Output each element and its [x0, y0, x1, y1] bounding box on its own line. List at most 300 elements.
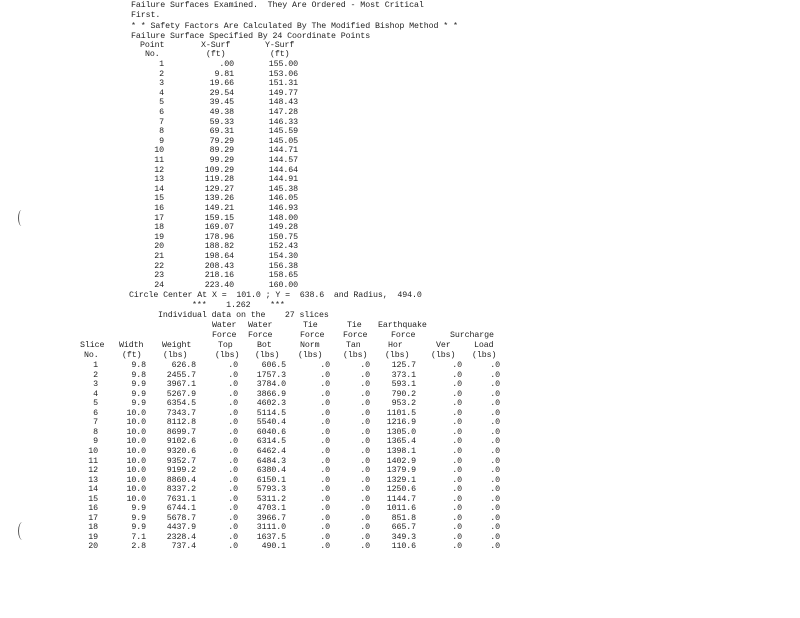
slice-no: 4	[93, 389, 98, 399]
scan-mark-bottom	[18, 522, 27, 540]
coord-point-no: 15	[154, 194, 164, 204]
top-unit: (lbs)	[215, 351, 240, 360]
slice-water-top: .0	[228, 523, 238, 533]
slice-water-bot: 3111.0	[256, 523, 286, 533]
coord-x-value: 99.29	[209, 156, 234, 165]
slice-eq-ver: .0	[452, 532, 462, 542]
slice-load: .0	[490, 427, 500, 437]
coord-x-value: 149.21	[204, 204, 234, 213]
coord-y-value: 160.00	[268, 280, 298, 290]
slice-tie-tan: .0	[360, 389, 370, 399]
tie-norm-force: Force	[300, 331, 325, 340]
bot-label: Bot	[257, 341, 272, 350]
coord-y-value: 150.75	[268, 232, 298, 242]
slice-weight: 8699.7	[166, 427, 196, 437]
slice-eq-hor: 1402.9	[386, 456, 416, 466]
coord-y-value: 148.00	[268, 213, 298, 223]
coord-y-value: 148.43	[268, 98, 298, 108]
slice-weight: 737.4	[171, 542, 196, 552]
coord-point-no: 5	[159, 98, 164, 108]
slice-tie-norm: .0	[320, 361, 330, 370]
slice-tie-tan: .0	[360, 523, 370, 533]
slice-weight: 4437.9	[166, 523, 196, 533]
load-unit: (lbs)	[472, 351, 497, 360]
slice-load: .0	[490, 418, 500, 428]
tan-unit: (lbs)	[343, 351, 368, 360]
coord-y-value: 149.77	[268, 88, 298, 98]
slice-load: .0	[490, 532, 500, 542]
slice-weight: 5267.9	[166, 389, 196, 399]
slice-eq-ver: .0	[452, 466, 462, 476]
ver-unit: (lbs)	[431, 351, 456, 360]
coord-y-value: 144.91	[268, 175, 298, 185]
slice-eq-hor: 851.8	[391, 513, 416, 523]
coord-x-value: 198.64	[204, 252, 234, 261]
coord-y-value: 153.06	[268, 69, 298, 79]
slice-water-top: .0	[228, 475, 238, 485]
coord-y-value: 151.31	[268, 79, 298, 89]
slice-eq-hor: 373.1	[391, 370, 416, 380]
slice-load: .0	[490, 466, 500, 476]
slice-water-top: .0	[228, 370, 238, 380]
slice-eq-ver: .0	[452, 542, 462, 552]
slice-tie-tan: .0	[360, 361, 370, 370]
slice-tie-tan: .0	[360, 446, 370, 456]
slice-tie-norm: .0	[320, 427, 330, 437]
weight-unit: (lbs)	[163, 351, 188, 360]
slice-eq-hor: 125.7	[391, 361, 416, 370]
slice-water-top: .0	[228, 504, 238, 514]
header-line-4: Failure Surface Specified By 24 Coordinate Points	[131, 32, 371, 41]
slice-tie-tan: .0	[360, 408, 370, 418]
slice-eq-ver: .0	[452, 418, 462, 428]
slice-water-bot: 5311.2	[256, 494, 286, 504]
slice-tie-norm: .0	[320, 380, 330, 390]
slice-water-bot: 3866.9	[256, 389, 286, 399]
header-line-1: Failure Surfaces Examined. They Are Ordered - Most Critical	[131, 1, 424, 10]
slice-water-bot: 5540.4	[256, 418, 286, 428]
coord-y-value: 158.65	[268, 271, 298, 281]
slice-tie-tan: .0	[360, 504, 370, 514]
slice-width: 9.9	[131, 389, 146, 399]
slice-eq-ver: .0	[452, 427, 462, 437]
slice-load: .0	[490, 437, 500, 447]
slice-label: Slice	[80, 341, 105, 350]
slice-no: 18	[88, 523, 98, 533]
slice-width: 10.0	[126, 418, 146, 428]
slice-weight: 9199.2	[166, 466, 196, 476]
coord-point-no: 12	[154, 165, 164, 175]
slice-tie-tan: .0	[360, 475, 370, 485]
coord-x-value: 9.81	[214, 69, 234, 79]
slice-no: 10	[88, 446, 98, 456]
slice-load: .0	[490, 370, 500, 380]
slice-eq-hor: 1216.9	[386, 418, 416, 428]
slice-eq-ver: .0	[452, 446, 462, 456]
coord-x-value: 59.33	[209, 117, 234, 127]
coord-y-value: 146.05	[268, 194, 298, 204]
slice-no: 1	[93, 361, 98, 370]
slice-width: 9.8	[131, 361, 146, 370]
slice-load: .0	[490, 389, 500, 399]
slice-eq-ver: .0	[452, 513, 462, 523]
scan-mark-top	[18, 210, 25, 226]
slice-weight: 8337.2	[166, 485, 196, 495]
slice-tie-tan: .0	[360, 513, 370, 523]
coord-point-no: 13	[154, 175, 164, 185]
coord-header-x: X-Surf	[201, 41, 231, 50]
slice-load: .0	[490, 408, 500, 418]
coord-point-no: 6	[159, 108, 164, 117]
slice-water-bot: 6040.6	[256, 427, 286, 437]
slice-weight: 626.8	[171, 361, 196, 370]
slice-tie-norm: .0	[320, 408, 330, 418]
slice-width: 10.0	[126, 485, 146, 495]
coord-point-no: 11	[154, 156, 164, 165]
safety-factor-line: *** 1.262 ***	[192, 301, 285, 310]
slice-load: .0	[490, 380, 500, 390]
slice-width: 10.0	[126, 494, 146, 504]
coord-point-no: 16	[154, 204, 164, 213]
slice-no: 20	[88, 542, 98, 552]
coord-header-point: Point	[140, 41, 165, 50]
header-line-3: * * Safety Factors Are Calculated By The Modified Bishop Method * *	[131, 22, 458, 31]
coord-y-value: 145.38	[268, 184, 298, 194]
coord-y-value: 147.28	[268, 108, 298, 117]
bot-unit: (lbs)	[255, 351, 280, 360]
coord-y-value: 156.38	[268, 261, 298, 271]
slice-eq-ver: .0	[452, 408, 462, 418]
coord-point-no: 2	[159, 69, 164, 79]
slice-weight: 7343.7	[166, 408, 196, 418]
water-force-label-2: Water	[248, 321, 273, 330]
slice-water-top: .0	[228, 446, 238, 456]
slice-tie-tan: .0	[360, 437, 370, 447]
slice-eq-hor: 1365.4	[386, 437, 416, 447]
slice-width: 9.8	[131, 370, 146, 380]
slice-width: 10.0	[126, 408, 146, 418]
slice-eq-hor: 1250.6	[386, 485, 416, 495]
coord-y-value: 144.64	[268, 165, 298, 175]
slice-water-bot: 6484.3	[256, 456, 286, 466]
coord-point-no: 21	[154, 252, 164, 261]
slice-eq-hor: 1011.6	[386, 504, 416, 514]
slice-water-bot: 6150.1	[256, 475, 286, 485]
coord-x-value: 39.45	[209, 98, 234, 108]
slice-tie-norm: .0	[320, 466, 330, 476]
slice-eq-ver: .0	[452, 456, 462, 466]
slice-load: .0	[490, 523, 500, 533]
slice-weight: 5678.7	[166, 513, 196, 523]
slice-load: .0	[490, 475, 500, 485]
coord-x-value: 89.29	[209, 146, 234, 156]
slice-water-top: .0	[228, 427, 238, 437]
slice-tie-norm: .0	[320, 399, 330, 409]
tie-force-label-2: Tie	[347, 321, 362, 330]
coord-header-x-unit: (ft)	[206, 50, 226, 59]
slice-eq-ver: .0	[452, 485, 462, 495]
slice-eq-ver: .0	[452, 504, 462, 514]
slice-width: 2.8	[131, 542, 146, 552]
slice-load: .0	[490, 494, 500, 504]
slice-water-bot: 3966.7	[256, 513, 286, 523]
slice-water-bot: 6314.5	[256, 437, 286, 447]
coord-y-value: 144.71	[268, 146, 298, 156]
coord-point-no: 23	[154, 271, 164, 281]
slice-tie-tan: .0	[360, 456, 370, 466]
slice-tie-norm: .0	[320, 504, 330, 514]
surcharge-label: Surcharge	[450, 331, 494, 340]
coord-point-no: 10	[154, 146, 164, 156]
header-line-2: First.	[131, 11, 161, 20]
slice-water-bot: 4602.3	[256, 399, 286, 409]
coord-y-value: 155.00	[268, 60, 298, 69]
slice-eq-hor: 1379.9	[386, 466, 416, 476]
slice-water-bot: 3784.0	[256, 380, 286, 390]
slice-water-top: .0	[228, 494, 238, 504]
coord-x-value: 223.40	[204, 280, 234, 290]
slice-eq-hor: 665.7	[391, 523, 416, 533]
slice-tie-norm: .0	[320, 437, 330, 447]
slice-no: 9	[93, 437, 98, 447]
slice-no-label: No.	[84, 351, 99, 360]
hor-label: Hor	[388, 341, 403, 350]
slice-no: 3	[93, 380, 98, 390]
coord-point-no: 1	[159, 60, 164, 69]
slice-load: .0	[490, 361, 500, 370]
slice-eq-hor: 349.3	[391, 532, 416, 542]
slice-eq-hor: 953.2	[391, 399, 416, 409]
slice-weight: 2328.4	[166, 532, 196, 542]
slice-weight: 3967.1	[166, 380, 196, 390]
coord-x-value: 139.26	[204, 194, 234, 204]
slice-water-bot: 1637.5	[256, 532, 286, 542]
coord-point-no: 3	[159, 79, 164, 89]
coord-point-no: 19	[154, 232, 164, 242]
coord-point-no: 24	[154, 280, 164, 290]
coord-y-value: 146.33	[268, 117, 298, 127]
slice-width: 9.9	[131, 513, 146, 523]
slice-width: 10.0	[126, 456, 146, 466]
coord-x-value: 49.38	[209, 108, 234, 117]
coord-x-value: 119.28	[204, 175, 234, 185]
slice-width: 7.1	[131, 532, 146, 542]
earthquake-force: Force	[391, 331, 416, 340]
coord-header-y: Y-Surf	[265, 41, 295, 50]
slice-load: .0	[490, 456, 500, 466]
coord-y-value: 146.93	[268, 204, 298, 213]
coord-x-value: 109.29	[204, 165, 234, 175]
slice-tie-tan: .0	[360, 427, 370, 437]
coord-point-no: 7	[159, 117, 164, 127]
slice-eq-ver: .0	[452, 437, 462, 447]
slice-eq-hor: 1305.0	[386, 427, 416, 437]
slice-tie-tan: .0	[360, 370, 370, 380]
slice-tie-norm: .0	[320, 418, 330, 428]
slice-eq-ver: .0	[452, 494, 462, 504]
slice-eq-ver: .0	[452, 475, 462, 485]
slice-water-top: .0	[228, 532, 238, 542]
slice-eq-ver: .0	[452, 399, 462, 409]
slice-water-bot: 5793.3	[256, 485, 286, 495]
slice-eq-hor: 1144.7	[386, 494, 416, 504]
slice-eq-ver: .0	[452, 389, 462, 399]
coord-point-no: 4	[159, 88, 164, 98]
slice-tie-norm: .0	[320, 523, 330, 533]
slice-width: 10.0	[126, 446, 146, 456]
coord-x-value: 208.43	[204, 261, 234, 271]
slice-tie-tan: .0	[360, 380, 370, 390]
slice-tie-norm: .0	[320, 542, 330, 552]
slice-weight: 9320.6	[166, 446, 196, 456]
slice-tie-tan: .0	[360, 542, 370, 552]
slice-no: 2	[93, 370, 98, 380]
coord-header-no: No.	[145, 50, 160, 59]
water-top-force: Force	[212, 331, 237, 340]
slice-eq-ver: .0	[452, 380, 462, 390]
slice-eq-hor: 110.6	[391, 542, 416, 552]
slice-data-title: Individual data on the 27 slices	[158, 311, 329, 320]
hor-unit: (lbs)	[385, 351, 410, 360]
slice-weight: 9102.6	[166, 437, 196, 447]
slice-load: .0	[490, 513, 500, 523]
coord-y-value: 154.30	[268, 252, 298, 261]
slice-no: 11	[88, 456, 98, 466]
tie-tan-force: Force	[343, 331, 368, 340]
coord-x-value: 29.54	[209, 88, 234, 98]
load-label: Load	[474, 341, 494, 350]
slice-no: 17	[88, 513, 98, 523]
slice-tie-norm: .0	[320, 370, 330, 380]
slice-no: 12	[88, 466, 98, 476]
slice-load: .0	[490, 542, 500, 552]
slice-water-bot: 1757.3	[256, 370, 286, 380]
slice-water-bot: 6462.4	[256, 446, 286, 456]
coord-x-value: .00	[219, 60, 234, 69]
slice-water-top: .0	[228, 418, 238, 428]
slice-water-top: .0	[228, 389, 238, 399]
slice-weight: 2455.7	[166, 370, 196, 380]
coord-y-value: 149.28	[268, 223, 298, 233]
coord-point-no: 8	[159, 127, 164, 137]
slice-tie-norm: .0	[320, 485, 330, 495]
slice-eq-hor: 1329.1	[386, 475, 416, 485]
coord-x-value: 129.27	[204, 184, 234, 194]
slice-eq-ver: .0	[452, 370, 462, 380]
coord-y-value: 145.59	[268, 127, 298, 137]
slice-water-top: .0	[228, 466, 238, 476]
coord-x-value: 79.29	[209, 136, 234, 146]
slice-no: 16	[88, 504, 98, 514]
slice-eq-ver: .0	[452, 361, 462, 370]
slice-width: 9.9	[131, 504, 146, 514]
slice-no: 15	[88, 494, 98, 504]
coord-point-no: 9	[159, 136, 164, 146]
slice-tie-norm: .0	[320, 446, 330, 456]
coord-point-no: 20	[154, 242, 164, 252]
coord-x-value: 169.07	[204, 223, 234, 233]
slice-tie-tan: .0	[360, 466, 370, 476]
slice-water-bot: 490.1	[261, 542, 286, 552]
coord-point-no: 17	[154, 213, 164, 223]
slice-width: 9.9	[131, 399, 146, 409]
slice-tie-norm: .0	[320, 494, 330, 504]
slice-water-top: .0	[228, 456, 238, 466]
slice-tie-norm: .0	[320, 475, 330, 485]
slice-load: .0	[490, 399, 500, 409]
coord-point-no: 18	[154, 223, 164, 233]
slice-weight: 9352.7	[166, 456, 196, 466]
slice-load: .0	[490, 485, 500, 495]
slice-water-top: .0	[228, 380, 238, 390]
slice-tie-tan: .0	[360, 532, 370, 542]
slice-tie-norm: .0	[320, 456, 330, 466]
slice-width: 10.0	[126, 427, 146, 437]
slice-eq-hor: 1398.1	[386, 446, 416, 456]
coord-y-value: 152.43	[268, 242, 298, 252]
slice-width: 9.9	[131, 523, 146, 533]
slice-no: 7	[93, 418, 98, 428]
slice-weight: 6354.5	[166, 399, 196, 409]
slice-water-bot: 606.5	[261, 361, 286, 370]
ver-label: Ver	[436, 341, 451, 350]
coord-x-value: 159.15	[204, 213, 234, 223]
slice-no: 19	[88, 532, 98, 542]
slice-eq-hor: 790.2	[391, 389, 416, 399]
slice-no: 6	[93, 408, 98, 418]
slice-water-top: .0	[228, 361, 238, 370]
coord-x-value: 69.31	[209, 127, 234, 137]
coord-point-no: 14	[154, 184, 164, 194]
width-label: Width	[119, 341, 144, 350]
slice-load: .0	[490, 504, 500, 514]
slice-water-top: .0	[228, 485, 238, 495]
slice-width: 9.9	[131, 380, 146, 390]
slice-tie-norm: .0	[320, 389, 330, 399]
slice-no: 5	[93, 399, 98, 409]
slice-water-bot: 5114.5	[256, 408, 286, 418]
slice-water-bot: 6380.4	[256, 466, 286, 476]
width-unit: (ft)	[122, 351, 142, 360]
water-bot-force: Force	[248, 331, 273, 340]
coord-header-y-unit: (ft)	[270, 50, 290, 59]
coord-y-value: 145.05	[268, 136, 298, 146]
slice-water-top: .0	[228, 399, 238, 409]
slice-weight: 8860.4	[166, 475, 196, 485]
slice-tie-norm: .0	[320, 532, 330, 542]
slice-width: 10.0	[126, 466, 146, 476]
tan-label: Tan	[346, 341, 361, 350]
slice-eq-hor: 1101.5	[386, 408, 416, 418]
water-force-label: Water	[212, 321, 237, 330]
slice-eq-ver: .0	[452, 523, 462, 533]
slice-load: .0	[490, 446, 500, 456]
coord-y-value: 144.57	[268, 156, 298, 165]
slice-width: 10.0	[126, 475, 146, 485]
slice-eq-hor: 593.1	[391, 380, 416, 390]
slice-weight: 6744.1	[166, 504, 196, 514]
slice-tie-tan: .0	[360, 485, 370, 495]
slice-no: 13	[88, 475, 98, 485]
norm-unit: (lbs)	[298, 351, 323, 360]
slice-width: 10.0	[126, 437, 146, 447]
slice-tie-tan: .0	[360, 418, 370, 428]
slice-no: 8	[93, 427, 98, 437]
top-label: Top	[218, 341, 233, 350]
slice-water-top: .0	[228, 408, 238, 418]
coord-x-value: 218.16	[204, 271, 234, 281]
slice-weight: 7631.1	[166, 494, 196, 504]
